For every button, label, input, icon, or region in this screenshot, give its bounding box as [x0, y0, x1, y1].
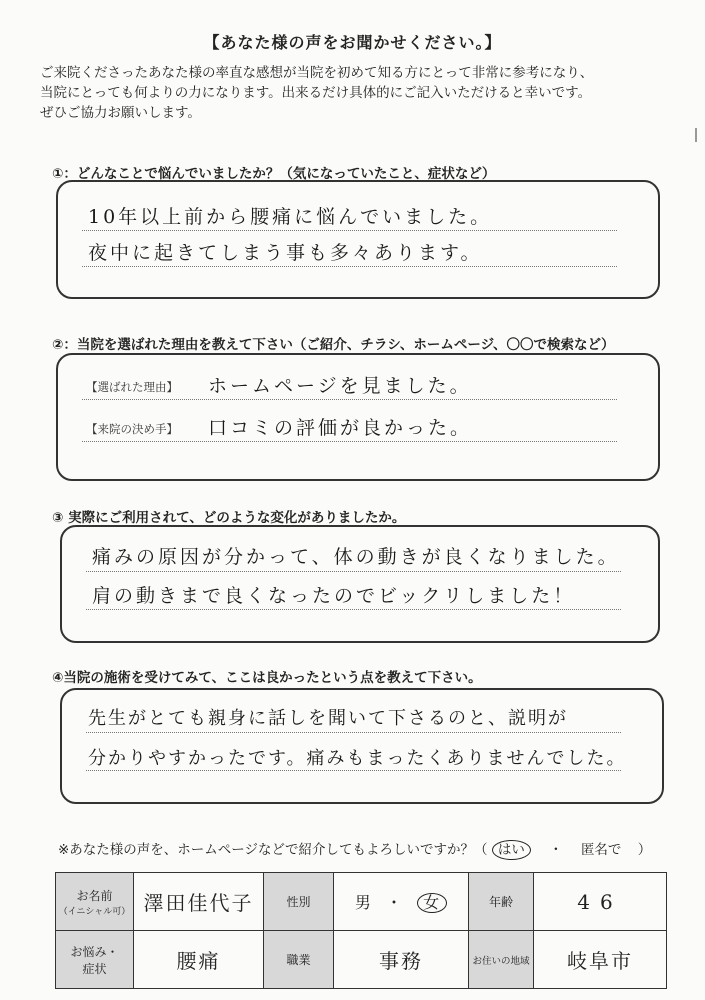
answer-box-4: [60, 688, 664, 804]
consent-yes-circled[interactable]: はい: [492, 840, 531, 860]
intro-line-1: ご来院くださったあなた様の率直な感想が当院を初めて知る方にとって非常に参考になり、: [40, 65, 594, 81]
gender-female-circled: 女: [417, 893, 447, 913]
reason-label: 【選ばれた理由】: [86, 380, 178, 394]
age-label: 年齢: [469, 873, 534, 931]
intro-line-2: 当院にとっても何よりの力になります。出来るだけ具体的にご記入いただけると幸いです。: [40, 85, 592, 101]
answer-3-line-2: 肩の動きまで良くなったのでビックリしました！: [92, 585, 576, 607]
answer-box-2: [56, 353, 660, 481]
age-value: 46: [534, 873, 667, 931]
question-3: ③ 実際にご利用されて、どのような変化がありましたか。: [52, 510, 406, 526]
dotted-line: [86, 609, 621, 610]
dotted-line: [86, 732, 621, 733]
dotted-line: [86, 770, 621, 771]
area-label: お住いの地域: [469, 931, 534, 989]
name-note: （イニシャル可）: [58, 906, 131, 917]
reason-answer: ホームページを見ました。: [208, 375, 472, 397]
symptom-value: 腰痛: [134, 931, 264, 989]
name-label: お名前: [76, 888, 113, 903]
scan-mark: [695, 128, 697, 142]
intro-line-3: ぜひご協力お願いします。: [40, 105, 201, 121]
dotted-line: [82, 230, 617, 231]
name-value: 澤田佳代子: [134, 873, 264, 931]
area-value: 岐阜市: [534, 931, 667, 989]
answer-1-line-2: 夜中に起きてしまう事も多々あります。: [88, 242, 483, 264]
decision-answer: 口コミの評価が良かった。: [208, 417, 473, 439]
name-label-cell: [56, 873, 134, 931]
dotted-line: [82, 441, 617, 442]
symptom-label-cell: [56, 931, 134, 989]
symptom-label-2: 症状: [82, 961, 107, 976]
job-value: 事務: [334, 931, 469, 989]
answer-box-1: [56, 180, 660, 299]
consent-text: ※あなた様の声を、ホームページなどで紹介してもよろしいですか？（: [58, 842, 488, 858]
form-title: 【あなた様の声をお聞かせください。】: [203, 33, 502, 52]
question-2: ②：当院を選ばれた理由を教えて下さい（ご紹介、チラシ、ホームページ、〇〇で検索など）: [52, 337, 615, 353]
decision-label: 【来院の決め手】: [86, 422, 178, 436]
answer-4-line-2: 分かりやすかったです。痛みもまったくありませんでした。: [88, 748, 627, 769]
gender-value: [334, 873, 469, 931]
dotted-line: [82, 399, 617, 400]
consent-close: ）: [637, 842, 652, 858]
answer-1-line-1: 10年以上前から腰痛に悩んでいました。: [88, 206, 493, 228]
dotted-line: [86, 571, 621, 572]
gender-label: 性別: [264, 873, 334, 931]
job-label: 職業: [264, 931, 334, 989]
question-4: ④当院の施術を受けてみて、ここは良かったという点を教えて下さい。: [52, 670, 482, 686]
gender-male: 男: [354, 893, 373, 912]
dotted-line: [82, 266, 617, 267]
consent-question: [58, 838, 651, 860]
intro-text: [40, 63, 680, 123]
question-1: ①：どんなことで悩んでいましたか？（気になっていたこと、症状など）: [52, 166, 496, 182]
symptom-label-1: お悩み・: [70, 944, 119, 959]
consent-anonymous[interactable]: 匿名で: [580, 842, 622, 858]
respondent-info-table: [55, 872, 667, 989]
answer-box-3: [60, 525, 660, 643]
consent-separator: ・: [549, 842, 563, 858]
gender-separator: ・: [385, 893, 404, 912]
answer-4-line-1: 先生がとても親身に話しを聞いて下さるのと、説明が: [88, 708, 568, 729]
answer-3-line-1: 痛みの原因が分かって、体の動きが良くなりました。: [92, 546, 620, 568]
